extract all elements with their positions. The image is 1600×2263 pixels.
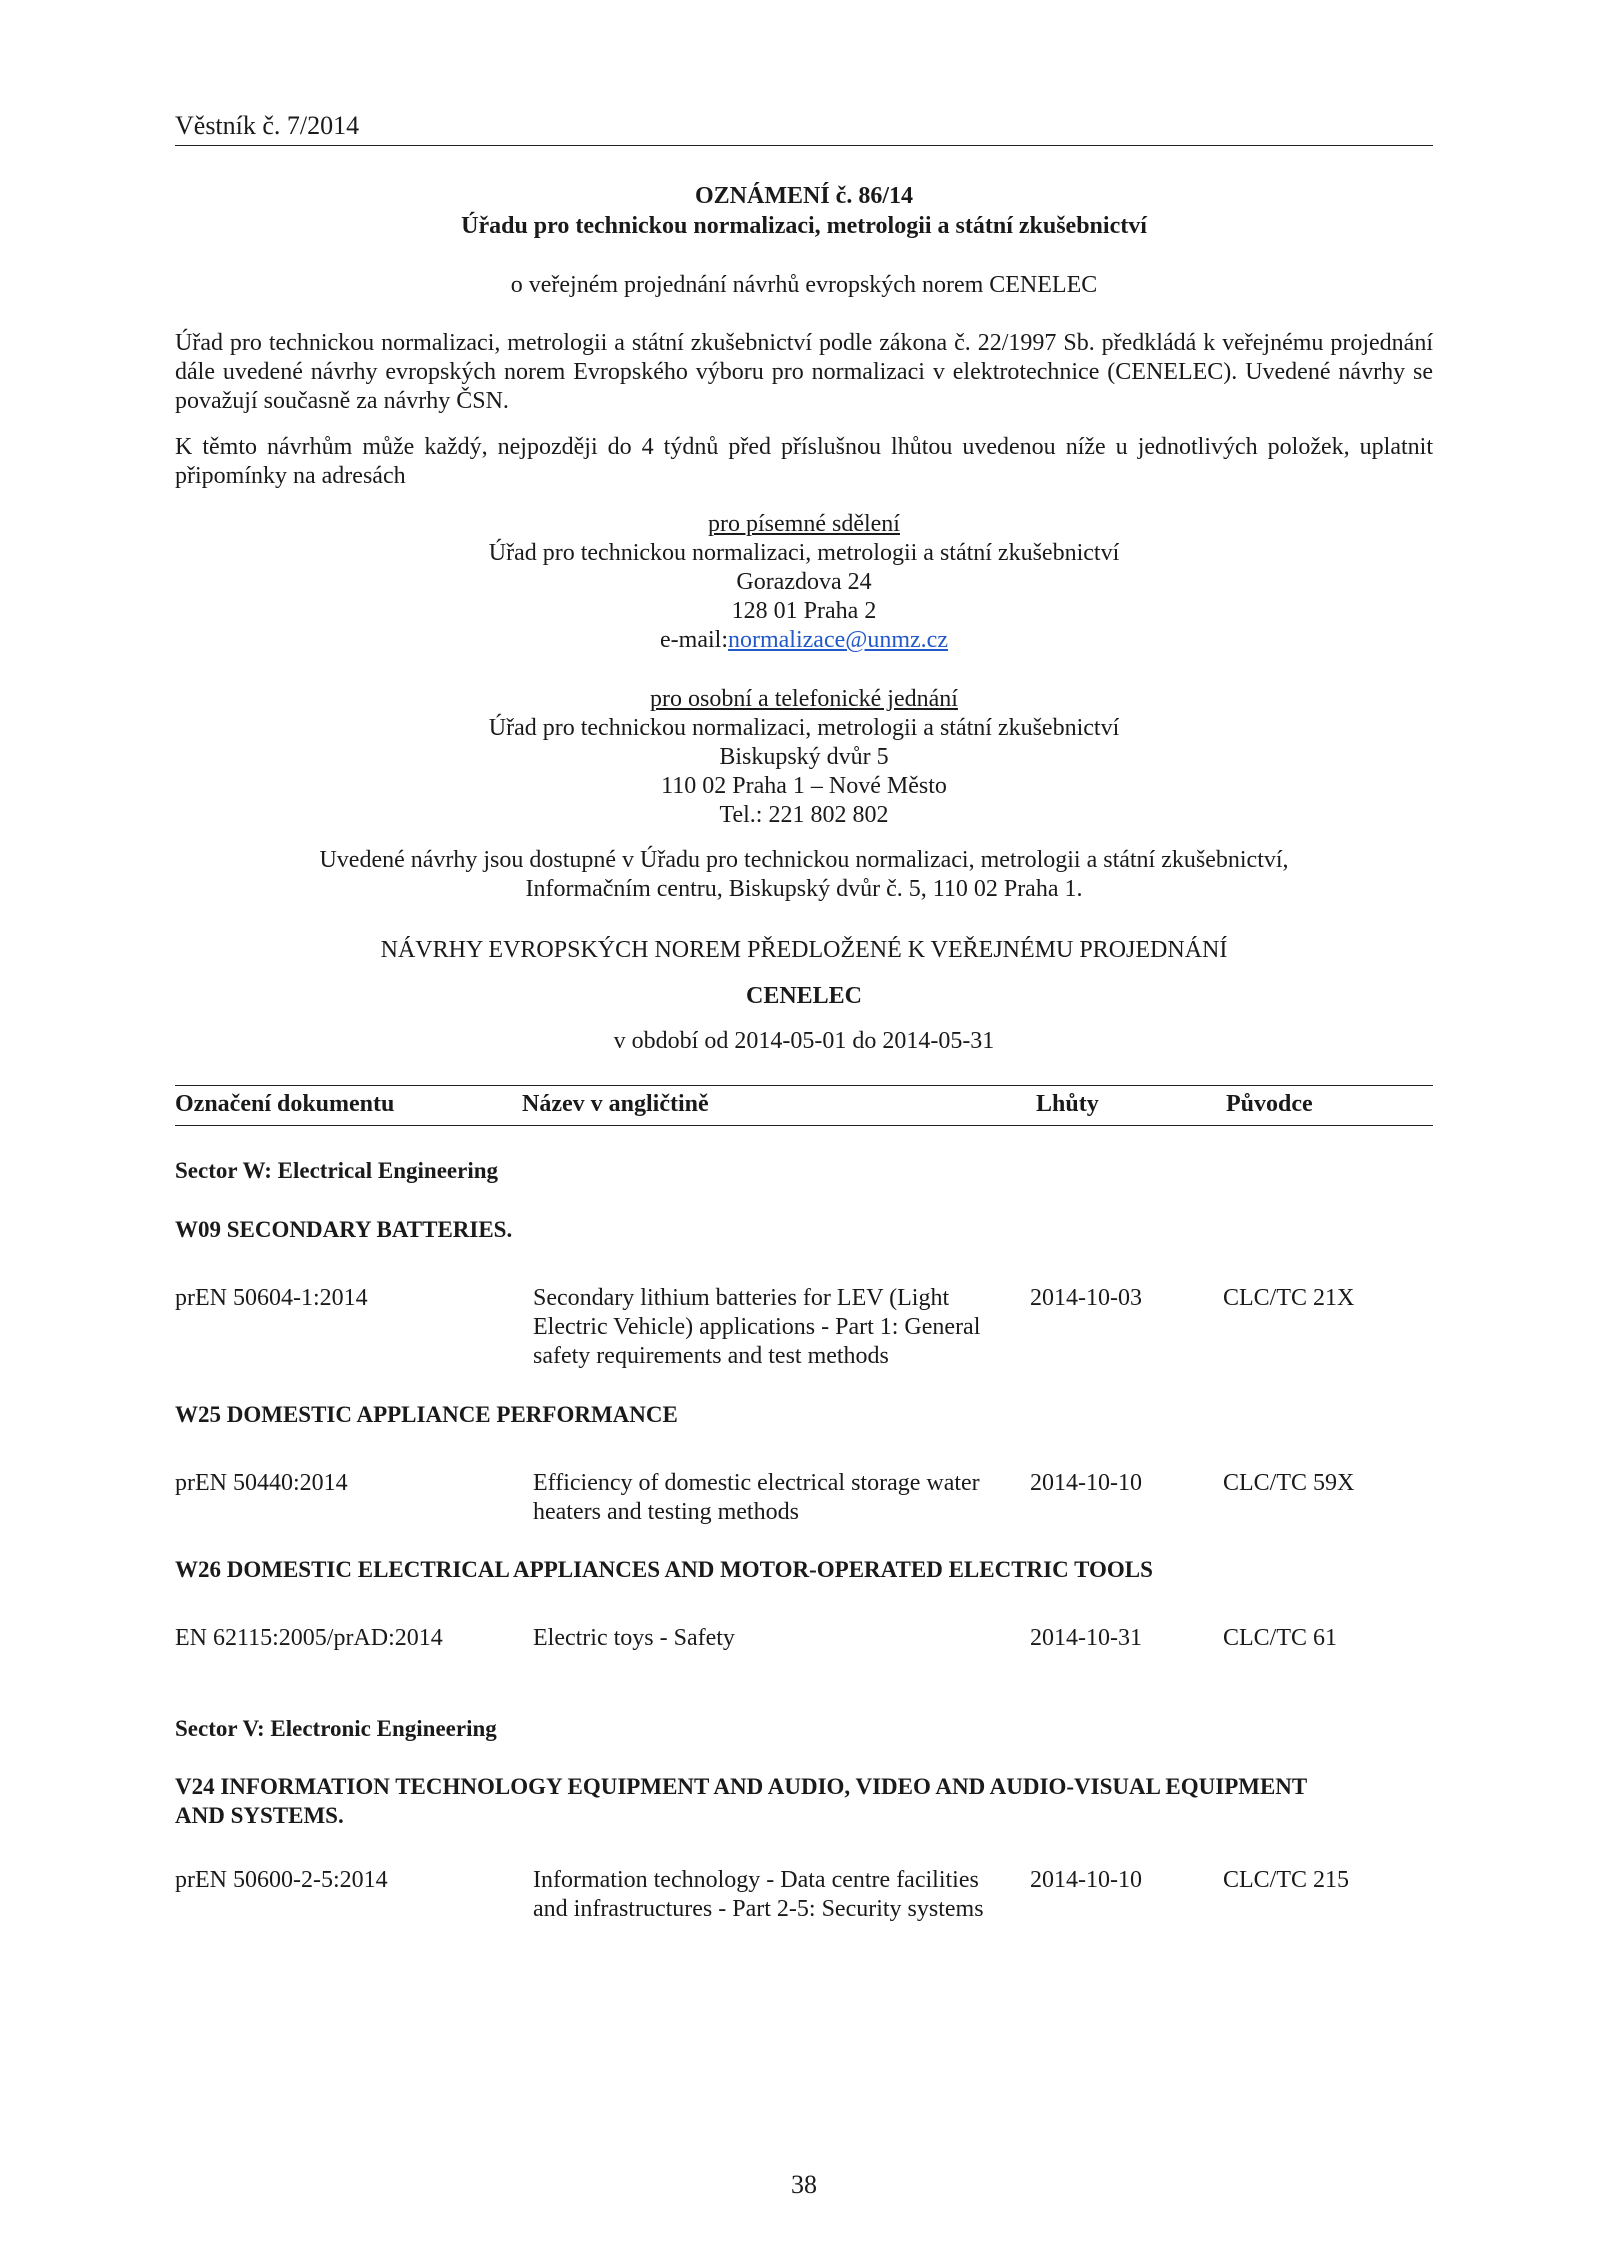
row-document-id: EN 62115:2005/prAD:2014 xyxy=(175,1625,443,1651)
drafts-heading: NÁVRHY EVROPSKÝCH NOREM PŘEDLOŽENÉ K VEŘEJNÉMU PROJEDNÁNÍ xyxy=(380,937,1228,963)
page-number: 38 xyxy=(791,2170,817,2199)
row-deadline: 2014-10-31 xyxy=(1030,1625,1142,1651)
row-deadline: 2014-10-03 xyxy=(1030,1285,1142,1311)
row-title-line: Electric Vehicle) applications - Part 1: General xyxy=(533,1314,981,1340)
row-originator: CLC/TC 61 xyxy=(1223,1625,1338,1651)
row-title-line: Secondary lithium batteries for LEV (Light xyxy=(533,1285,950,1311)
written-contact-email-line xyxy=(175,626,1433,655)
row-deadline: 2014-10-10 xyxy=(1030,1867,1142,1893)
column-header-deadline: Lhůty xyxy=(1036,1091,1099,1117)
announcement-subject: o veřejném projednání návrhů evropských norem CENELEC xyxy=(510,272,1098,298)
row-originator: CLC/TC 59X xyxy=(1223,1470,1355,1496)
column-header-originator: Původce xyxy=(1226,1091,1313,1117)
personal-contact-phone: Tel.: 221 802 802 xyxy=(719,802,889,828)
written-contact-office: Úřad pro technickou normalizaci, metrologii a státní zkušebnictví xyxy=(488,540,1120,566)
written-contact-city: 128 01 Praha 2 xyxy=(731,598,877,624)
personal-contact-office: Úřad pro technickou normalizaci, metrologii a státní zkušebnictví xyxy=(488,715,1120,741)
availability-line-1: Uvedené návrhy jsou dostupné v Úřadu pro technickou normalizaci, metrologii a státní zkušebnictví, xyxy=(319,847,1289,873)
row-title-line: safety requirements and test methods xyxy=(533,1343,889,1369)
committee-heading-v24-line: AND SYSTEMS. xyxy=(175,1803,344,1828)
personal-contact-street: Biskupský dvůr 5 xyxy=(719,744,889,770)
column-header-document-id: Označení dokumentu xyxy=(175,1091,395,1117)
row-title-line: Efficiency of domestic electrical storage water xyxy=(533,1470,980,1496)
committee-heading-v24-line: V24 INFORMATION TECHNOLOGY EQUIPMENT AND AUDIO, VIDEO AND AUDIO-VISUAL EQUIPMENT xyxy=(175,1774,1308,1799)
column-header-english-title: Název v angličtině xyxy=(522,1091,709,1117)
table-top-rule xyxy=(175,1085,1433,1086)
email-prefix: e-mail: xyxy=(660,627,728,653)
personal-contact-city: 110 02 Praha 1 – Nové Město xyxy=(661,773,947,799)
row-originator: CLC/TC 21X xyxy=(1223,1285,1355,1311)
row-document-id: prEN 50440:2014 xyxy=(175,1470,348,1496)
committee-heading-w26: W26 DOMESTIC ELECTRICAL APPLIANCES AND MOTOR-OPERATED ELECTRIC TOOLS xyxy=(175,1557,1153,1582)
header-divider xyxy=(175,145,1433,146)
announcement-office: Úřadu pro technickou normalizaci, metrologii a státní zkušebnictví xyxy=(461,213,1147,239)
committee-heading-w25: W25 DOMESTIC APPLIANCE PERFORMANCE xyxy=(175,1402,678,1427)
sector-heading-v: Sector V: Electronic Engineering xyxy=(175,1716,497,1741)
table-header-rule xyxy=(175,1125,1433,1126)
journal-header: Věstník č. 7/2014 xyxy=(175,111,360,140)
written-contact-street: Gorazdova 24 xyxy=(736,569,872,595)
intro-paragraph-1: Úřad pro technickou normalizaci, metrologii a státní zkušebnictví podle zákona č. 22/1997 Sb. předkládá k veřejnému projednání dále uvedené návrhy evropských norem Evropského výboru pro normalizaci v elektrotechnice (CENELEC). Uvedené návrhy se považují současně za návrhy ČSN. xyxy=(175,330,1433,414)
availability-note xyxy=(175,846,1433,904)
committee-heading-w09: W09 SECONDARY BATTERIES. xyxy=(175,1217,513,1242)
sector-heading-w: Sector W: Electrical Engineering xyxy=(175,1158,499,1183)
row-title-line: heaters and testing methods xyxy=(533,1499,799,1525)
row-originator: CLC/TC 215 xyxy=(1223,1867,1350,1893)
row-title xyxy=(533,1866,1003,1924)
row-document-id: prEN 50604-1:2014 xyxy=(175,1285,368,1311)
written-contact-block xyxy=(175,510,1433,655)
intro-paragraph-2: K těmto návrhům může každý, nejpozději do 4 týdnů před příslušnou lhůtou uvedenou níže u jednotlivých položek, uplatnit připomínky na adresách xyxy=(175,434,1433,489)
personal-contact-block xyxy=(175,685,1433,830)
row-title-line: Information technology - Data centre facilities xyxy=(533,1867,979,1893)
drafts-period: v období od 2014-05-01 do 2014-05-31 xyxy=(613,1028,995,1054)
personal-contact-heading: pro osobní a telefonické jednání xyxy=(650,686,958,712)
row-title xyxy=(533,1624,1003,1653)
drafts-organization: CENELEC xyxy=(745,983,863,1009)
row-title xyxy=(533,1284,1003,1371)
row-title-line: and infrastructures - Part 2-5: Security systems xyxy=(533,1896,984,1922)
committee-heading-v24 xyxy=(175,1772,1307,1830)
availability-line-2: Informačním centru, Biskupský dvůr č. 5, 110 02 Praha 1. xyxy=(525,876,1083,902)
row-deadline: 2014-10-10 xyxy=(1030,1470,1142,1496)
email-link[interactable]: normalizace@unmz.cz xyxy=(727,627,948,653)
row-title xyxy=(533,1469,1003,1527)
row-document-id: prEN 50600-2-5:2014 xyxy=(175,1867,388,1893)
row-title-line: Electric toys - Safety xyxy=(533,1625,735,1651)
written-contact-heading: pro písemné sdělení xyxy=(708,511,900,537)
announcement-number: OZNÁMENÍ č. 86/14 xyxy=(695,183,913,209)
